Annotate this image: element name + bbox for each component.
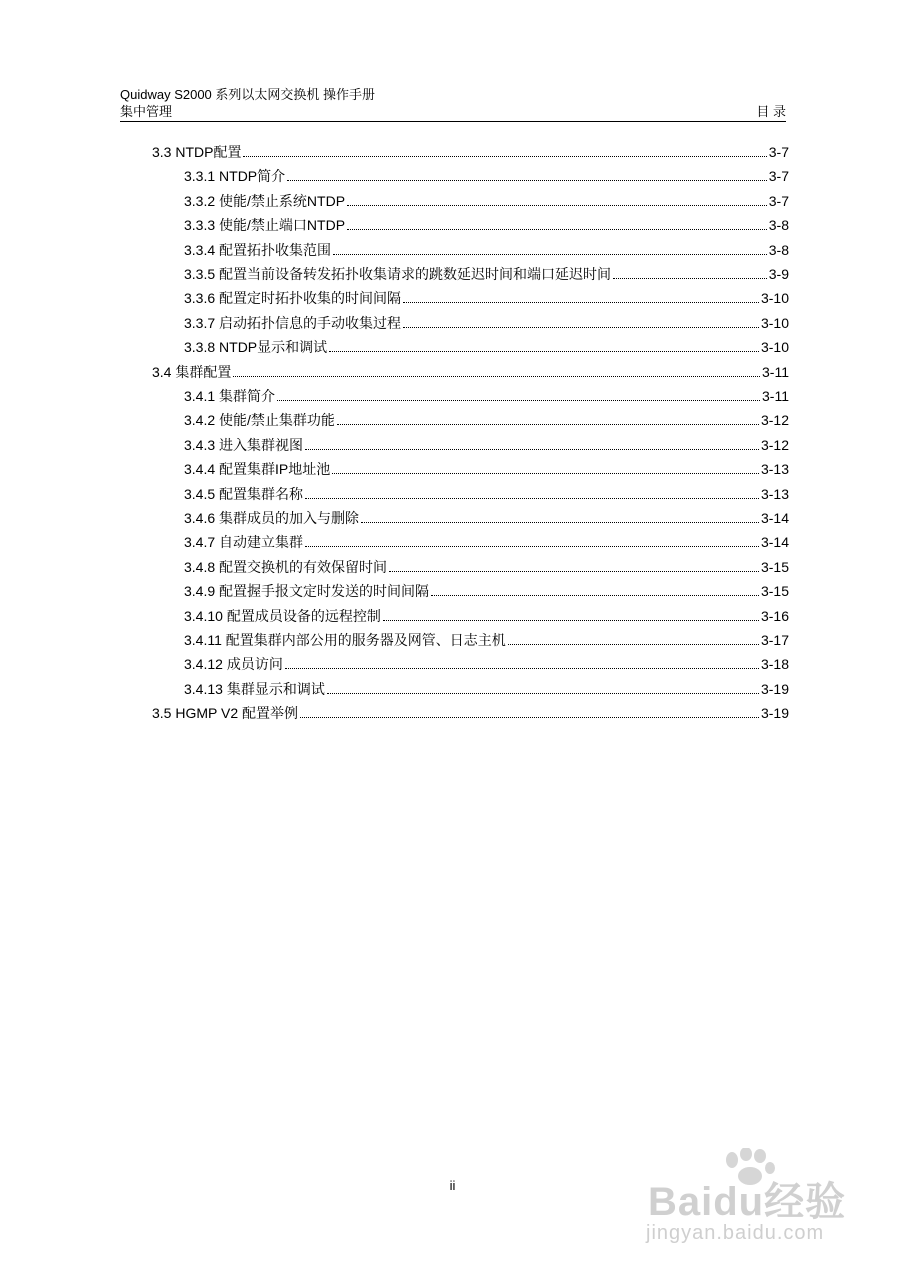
toc-entry-page: 3-15 xyxy=(760,583,789,600)
toc-entry[interactable] xyxy=(184,654,789,674)
toc-entry-title: 3.4.2 使能/禁止集群功能 xyxy=(184,412,335,429)
toc-entry[interactable] xyxy=(152,703,789,723)
toc-entry-title: 3.4.6 集群成员的加入与删除 xyxy=(184,510,360,526)
toc-leader-dots xyxy=(327,693,759,694)
toc-entry-page: 3-11 xyxy=(762,363,789,380)
toc-entry-page: 3-9 xyxy=(768,266,789,282)
toc-leader-dots xyxy=(277,400,760,401)
watermark-brand: Baidu经验 xyxy=(648,1180,847,1224)
toc-leader-dots xyxy=(361,522,759,523)
toc-entry[interactable] xyxy=(184,240,789,260)
toc-leader-dots xyxy=(305,449,759,450)
toc-entry-page: 3-15 xyxy=(760,558,789,575)
toc-entry[interactable] xyxy=(184,459,789,479)
toc-entry[interactable] xyxy=(184,679,789,699)
section-name: 集中管理 xyxy=(120,104,173,119)
toc-entry-title: 3.4.10 配置成员设备的远程控制 xyxy=(184,607,381,624)
toc-leader-dots xyxy=(305,546,759,547)
toc-entry-page: 3-10 xyxy=(760,290,789,307)
toc-entry-page: 3-8 xyxy=(768,241,789,258)
toc-entry[interactable] xyxy=(184,484,789,504)
toc-entry-title: 3.3.4 配置拓扑收集范围 xyxy=(184,241,332,258)
toc-leader-dots xyxy=(287,180,767,181)
toc-entry[interactable] xyxy=(152,362,789,382)
toc-entry[interactable] xyxy=(184,166,789,186)
contents-label: 目 录 xyxy=(756,104,786,119)
toc-entry[interactable] xyxy=(184,532,789,552)
toc-leader-dots xyxy=(508,644,759,645)
toc-entry-title: 3.4.3 进入集群视图 xyxy=(184,436,304,453)
toc-entry-title: 3.4.5 配置集群名称 xyxy=(184,485,304,502)
toc-entry-page: 3-7 xyxy=(768,168,789,185)
toc-entry-page: 3-13 xyxy=(760,485,789,502)
toc-leader-dots xyxy=(403,302,759,303)
header-rule xyxy=(120,121,786,122)
page-number: ii xyxy=(449,1178,456,1193)
toc-entry-page: 3-12 xyxy=(760,412,789,429)
toc-entry-title: 3.5 HGMP V2 配置举例 xyxy=(152,705,299,722)
toc-entry-page: 3-18 xyxy=(760,656,789,673)
toc-leader-dots xyxy=(333,254,767,255)
toc-entry-page: 3-11 xyxy=(762,388,789,404)
toc-entry-page: 3-17 xyxy=(760,632,789,648)
toc-leader-dots xyxy=(389,571,759,572)
toc-entry[interactable] xyxy=(184,337,789,357)
toc-leader-dots xyxy=(332,473,759,474)
toc-entry[interactable] xyxy=(184,410,789,430)
toc-entry-page: 3-14 xyxy=(760,510,789,526)
toc-leader-dots xyxy=(403,327,759,328)
toc-entry-page: 3-10 xyxy=(760,314,789,331)
toc-leader-dots xyxy=(347,229,767,230)
toc-entry-page: 3-10 xyxy=(760,339,789,356)
toc-entry-title: 3.3.6 配置定时拓扑收集的时间间隔 xyxy=(184,290,402,307)
toc-leader-dots xyxy=(285,668,759,669)
toc-entry-page: 3-7 xyxy=(768,192,789,209)
toc-entry-page: 3-14 xyxy=(760,534,789,551)
toc-entry-title: 3.3.1 NTDP简介 xyxy=(184,168,286,185)
toc-entry-page: 3-8 xyxy=(768,217,789,234)
toc-entry-title: 3.3.2 使能/禁止系统NTDP xyxy=(184,192,346,209)
toc-entry[interactable] xyxy=(184,215,789,235)
toc-entry-title: 3.4.8 配置交换机的有效保留时间 xyxy=(184,558,388,575)
toc-leader-dots xyxy=(431,595,759,596)
toc-entry[interactable] xyxy=(184,557,789,577)
toc-entry-page: 3-16 xyxy=(760,607,789,624)
manual-title: Quidway S2000 系列以太网交换机 操作手册 xyxy=(120,87,376,102)
toc-entry-title: 3.4 集群配置 xyxy=(152,363,232,380)
toc-entry[interactable] xyxy=(184,630,789,650)
toc-entry-title: 3.4.4 配置集群IP地址池 xyxy=(184,461,331,478)
toc-leader-dots xyxy=(613,278,767,279)
toc-leader-dots xyxy=(300,717,759,718)
toc-entry[interactable] xyxy=(184,435,789,455)
toc-entry-page: 3-7 xyxy=(768,144,789,160)
toc-leader-dots xyxy=(337,424,759,425)
toc-entry[interactable] xyxy=(184,581,789,601)
page-header xyxy=(120,86,786,120)
toc-leader-dots xyxy=(243,156,766,157)
toc-entry-page: 3-13 xyxy=(760,461,789,478)
toc-entry[interactable] xyxy=(184,606,789,626)
toc-entry-title: 3.3.8 NTDP显示和调试 xyxy=(184,339,328,356)
toc-leader-dots xyxy=(233,376,760,377)
baidu-watermark xyxy=(640,1140,880,1250)
toc-entry-page: 3-19 xyxy=(760,680,789,697)
toc-entry-title: 3.4.1 集群简介 xyxy=(184,388,276,404)
toc-entry[interactable] xyxy=(184,288,789,308)
toc-entry-title: 3.4.9 配置握手报文定时发送的时间间隔 xyxy=(184,583,430,600)
toc-leader-dots xyxy=(305,498,759,499)
toc-entry[interactable] xyxy=(184,386,789,406)
toc-entry-title: 3.4.11 配置集群内部公用的服务器及网管、日志主机 xyxy=(184,632,506,648)
watermark-url: jingyan.baidu.com xyxy=(646,1222,825,1244)
toc-entry[interactable] xyxy=(184,508,789,528)
toc-entry-title: 3.3 NTDP配置 xyxy=(152,144,242,160)
toc-leader-dots xyxy=(347,205,767,206)
toc-entry-title: 3.3.3 使能/禁止端口NTDP xyxy=(184,217,346,234)
toc-entry[interactable] xyxy=(184,313,789,333)
toc-entry-title: 3.4.12 成员访问 xyxy=(184,656,283,673)
toc-entry-title: 3.4.7 自动建立集群 xyxy=(184,534,304,551)
toc-entry[interactable] xyxy=(184,191,789,211)
toc-leader-dots xyxy=(329,351,759,352)
toc-entry-page: 3-12 xyxy=(760,436,789,453)
toc-entry-title: 3.4.13 集群显示和调试 xyxy=(184,680,325,697)
toc-entry[interactable] xyxy=(184,264,789,284)
toc-entry-title: 3.3.7 启动拓扑信息的手动收集过程 xyxy=(184,314,402,331)
toc-entry-page: 3-19 xyxy=(760,705,789,722)
header-line-2 xyxy=(120,103,786,120)
toc-entry-title: 3.3.5 配置当前设备转发拓扑收集请求的跳数延迟时间和端口延迟时间 xyxy=(184,266,612,282)
toc-entry[interactable] xyxy=(152,142,789,162)
toc-leader-dots xyxy=(383,620,759,621)
